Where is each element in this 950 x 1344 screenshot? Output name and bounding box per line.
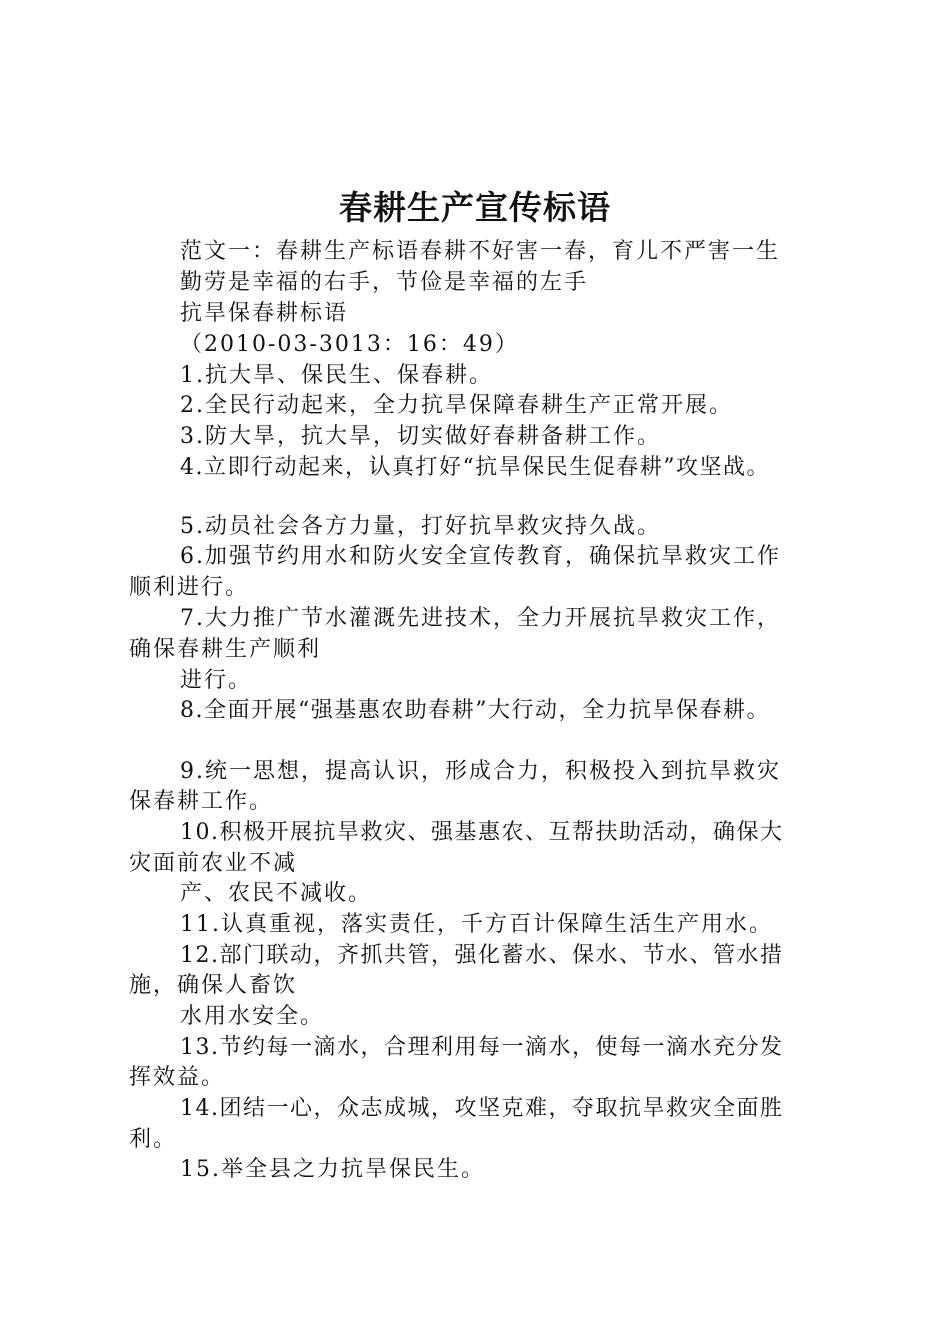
text-line: 抗旱保春耕标语 — [180, 301, 349, 326]
list-item-continuation: 水用水安全。 — [180, 1004, 325, 1029]
list-item-continuation: 保春耕工作。 — [129, 789, 274, 814]
list-item: 4.立即行动起来，认真打好“抗旱保民生促春耕”攻坚战。 — [180, 455, 770, 480]
list-item: 13.节约每一滴水，合理利用每一滴水，使每一滴水充分发 — [180, 1035, 784, 1060]
list-item: 15.举全县之力抗旱保民生。 — [180, 1157, 485, 1182]
list-item: 14.团结一心，众志成城，攻坚克难，夺取抗旱救灾全面胜 — [180, 1096, 784, 1121]
list-item-continuation: 产、农民不减收。 — [180, 881, 373, 906]
list-item: 5.动员社会各方力量，打好抗旱救灾持久战。 — [180, 514, 661, 539]
text-line: 勤劳是幸福的右手，节俭是幸福的左手 — [180, 270, 589, 295]
list-item: 7.大力推广节水灌溉先进技术，全力开展抗旱救灾工作， — [180, 606, 781, 631]
list-item: 12.部门联动，齐抓共管，强化蓄水、保水、节水、管水措 — [180, 943, 784, 968]
list-item-continuation: 挥效益。 — [129, 1065, 226, 1090]
list-item: 10.积极开展抗旱救灾、强基惠农、互帮扶助活动，确保大 — [180, 820, 784, 845]
text-line: 范文一：春耕生产标语春耕不好害一春，育儿不严害一生 — [180, 239, 781, 264]
list-item-continuation: 利。 — [129, 1127, 178, 1152]
list-item-continuation: 顺利进行。 — [129, 575, 250, 600]
text-line: （2010-03-3013：16：49） — [180, 332, 519, 357]
list-item: 1.抗大旱、保民生、保春耕。 — [180, 363, 493, 388]
list-item-continuation: 确保春耕生产顺利 — [129, 637, 322, 662]
list-item: 6.加强节约用水和防火安全宣传教育，确保抗旱救灾工作 — [180, 544, 781, 569]
list-item: 2.全民行动起来，全力抗旱保障春耕生产正常开展。 — [180, 393, 733, 418]
list-item-continuation: 进行。 — [180, 668, 253, 693]
document-title: 春耕生产宣传标语 — [339, 188, 611, 227]
list-item-continuation: 施，确保人畜饮 — [129, 973, 298, 998]
list-item: 8.全面开展“强基惠农助春耕”大行动，全力抗旱保春耕。 — [180, 698, 770, 723]
list-item: 11.认真重视，落实责任，千方百计保障生活生产用水。 — [180, 912, 773, 937]
list-item-continuation: 灾面前农业不减 — [129, 851, 298, 876]
list-item: 9.统一思想，提高认识，形成合力，积极投入到抗旱救灾 — [180, 759, 781, 784]
list-item: 3.防大旱，抗大旱，切实做好春耕备耕工作。 — [180, 424, 661, 449]
